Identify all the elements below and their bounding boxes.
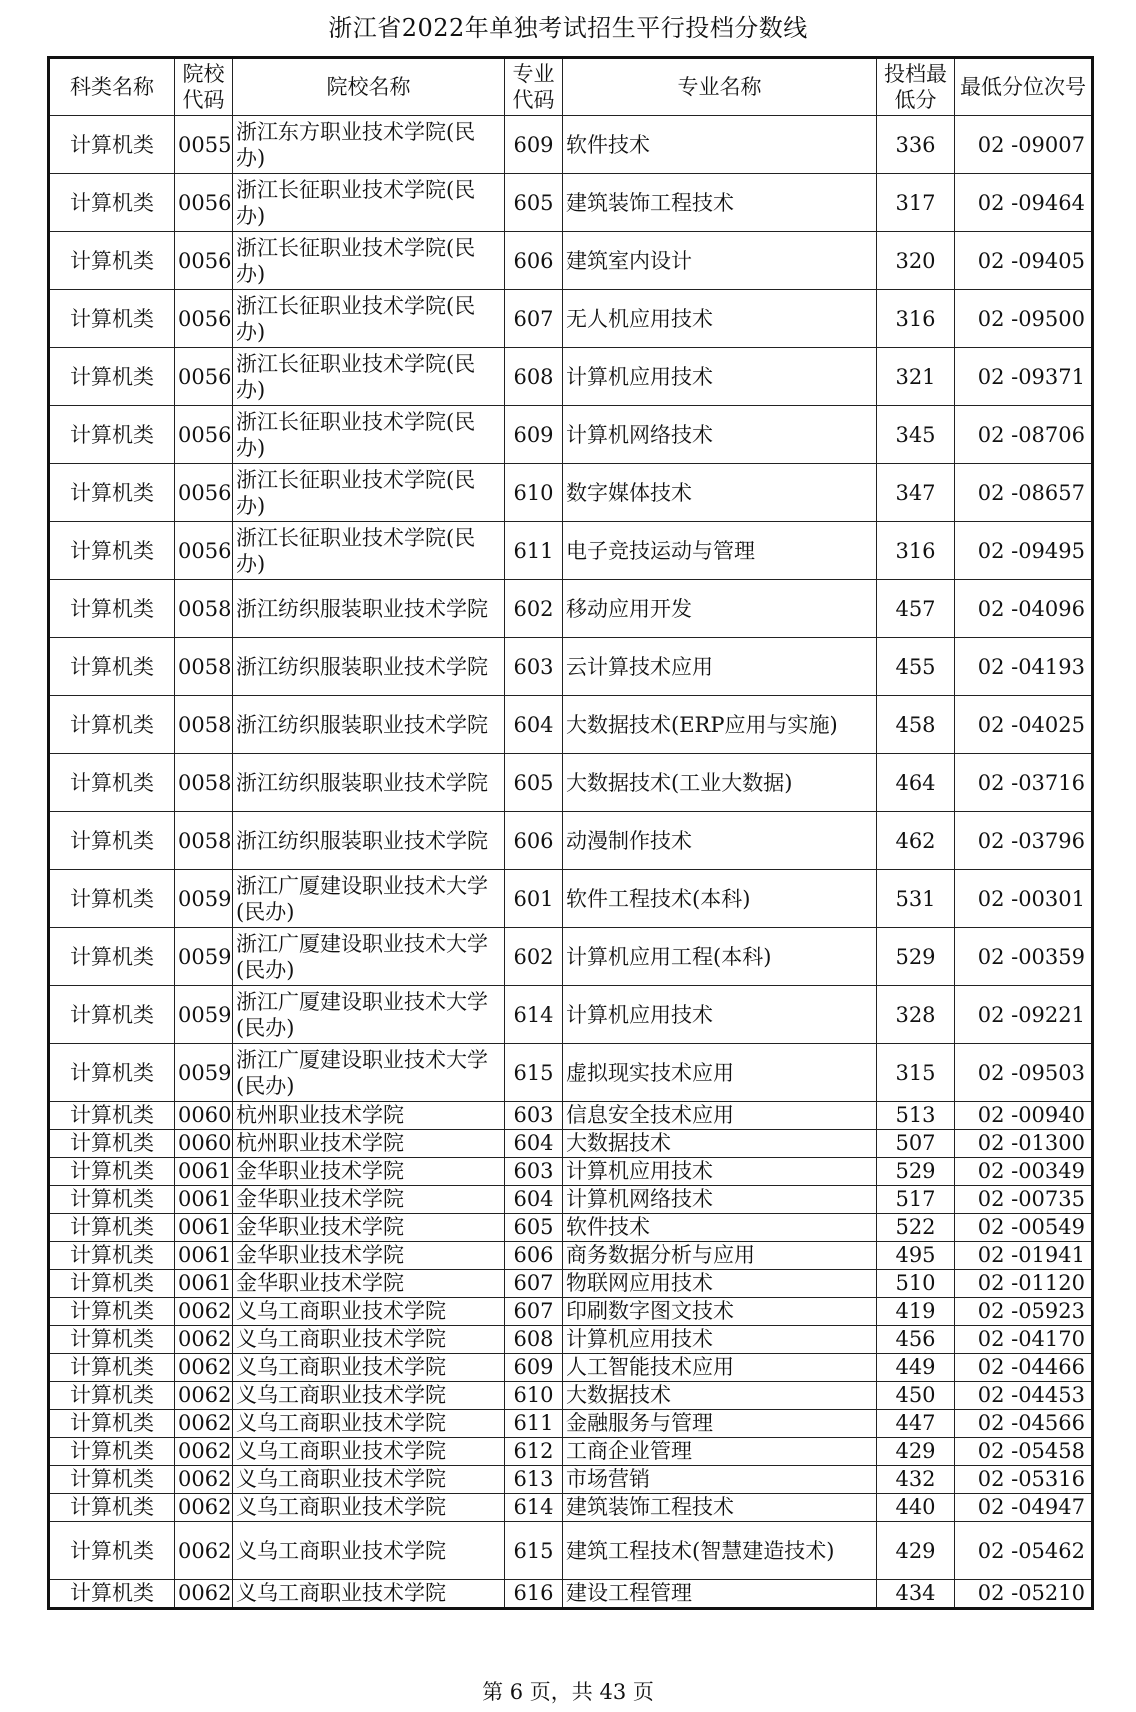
cell-min-score: 507 (877, 1130, 955, 1158)
cell-school-code: 0062 (175, 1354, 233, 1382)
cell-school-code: 0056 (175, 232, 233, 290)
cell-min-rank: 02 -05923 (955, 1298, 1093, 1326)
cell-major-code: 606 (505, 812, 563, 870)
table-row (49, 1410, 1093, 1438)
table-row (49, 174, 1093, 232)
cell-min-score: 529 (877, 928, 955, 986)
cell-min-score: 347 (877, 464, 955, 522)
cell-min-score: 517 (877, 1186, 955, 1214)
header-min-rank: 最低分位次号 (955, 58, 1093, 116)
cell-major-code: 607 (505, 1298, 563, 1326)
cell-min-rank: 02 -00349 (955, 1158, 1093, 1186)
cell-major-code: 605 (505, 1214, 563, 1242)
cell-min-rank: 02 -00735 (955, 1186, 1093, 1214)
cell-min-score: 320 (877, 232, 955, 290)
cell-category: 计算机类 (49, 464, 175, 522)
cell-min-score: 458 (877, 696, 955, 754)
cell-min-rank: 02 -00549 (955, 1214, 1093, 1242)
cell-category: 计算机类 (49, 1044, 175, 1102)
cell-min-score: 328 (877, 986, 955, 1044)
cell-school-code: 0056 (175, 464, 233, 522)
cell-major-code: 615 (505, 1044, 563, 1102)
cell-category: 计算机类 (49, 1494, 175, 1522)
cell-school-name: 浙江纺织服装职业技术学院 (233, 754, 505, 812)
cell-min-score: 449 (877, 1354, 955, 1382)
cell-school-code: 0059 (175, 986, 233, 1044)
cell-category: 计算机类 (49, 928, 175, 986)
cell-major-name: 建筑室内设计 (563, 232, 877, 290)
cell-major-code: 603 (505, 638, 563, 696)
page-footer: 第 6 页，共 43 页 (482, 1680, 654, 1704)
cell-school-code: 0062 (175, 1410, 233, 1438)
cell-category: 计算机类 (49, 1438, 175, 1466)
table-row (49, 1270, 1093, 1298)
cell-major-code: 607 (505, 290, 563, 348)
cell-major-name: 数字媒体技术 (563, 464, 877, 522)
cell-school-name: 义乌工商职业技术学院 (233, 1522, 505, 1580)
cell-school-code: 0058 (175, 754, 233, 812)
cell-school-code: 0061 (175, 1214, 233, 1242)
cell-major-name: 人工智能技术应用 (563, 1354, 877, 1382)
table-row (49, 696, 1093, 754)
cell-major-name: 工商企业管理 (563, 1438, 877, 1466)
cell-major-name: 计算机应用技术 (563, 986, 877, 1044)
cell-min-score: 456 (877, 1326, 955, 1354)
cell-min-rank: 02 -09500 (955, 290, 1093, 348)
table-row (49, 1494, 1093, 1522)
cell-school-name: 浙江广厦建设职业技术大学(民办) (233, 1044, 505, 1102)
cell-category: 计算机类 (49, 1410, 175, 1438)
cell-min-score: 316 (877, 522, 955, 580)
cell-major-code: 605 (505, 174, 563, 232)
cell-min-score: 447 (877, 1410, 955, 1438)
table-row (49, 1186, 1093, 1214)
cell-min-rank: 02 -09007 (955, 116, 1093, 174)
cell-min-score: 345 (877, 406, 955, 464)
cell-school-name: 杭州职业技术学院 (233, 1102, 505, 1130)
cell-major-name: 计算机应用工程(本科) (563, 928, 877, 986)
cell-min-score: 495 (877, 1242, 955, 1270)
table-row (49, 1354, 1093, 1382)
cell-school-code: 0056 (175, 406, 233, 464)
cell-school-name: 金华职业技术学院 (233, 1214, 505, 1242)
cell-min-rank: 02 -04193 (955, 638, 1093, 696)
cell-min-rank: 02 -01300 (955, 1130, 1093, 1158)
cell-school-name: 浙江广厦建设职业技术大学(民办) (233, 870, 505, 928)
cell-school-name: 金华职业技术学院 (233, 1186, 505, 1214)
table-row (49, 1382, 1093, 1410)
cell-min-rank: 02 -09405 (955, 232, 1093, 290)
cell-min-score: 429 (877, 1522, 955, 1580)
cell-category: 计算机类 (49, 522, 175, 580)
cell-category: 计算机类 (49, 1326, 175, 1354)
header-major-name: 专业名称 (563, 58, 877, 116)
cell-school-code: 0062 (175, 1522, 233, 1580)
cell-major-code: 606 (505, 1242, 563, 1270)
cell-school-code: 0058 (175, 580, 233, 638)
cell-category: 计算机类 (49, 1298, 175, 1326)
cell-school-code: 0062 (175, 1438, 233, 1466)
cell-school-code: 0056 (175, 174, 233, 232)
cell-major-name: 建筑装饰工程技术 (563, 1494, 877, 1522)
cell-school-name: 浙江广厦建设职业技术大学(民办) (233, 928, 505, 986)
cell-major-code: 608 (505, 348, 563, 406)
cell-school-name: 浙江长征职业技术学院(民办) (233, 348, 505, 406)
cell-major-name: 计算机应用技术 (563, 348, 877, 406)
cell-school-name: 义乌工商职业技术学院 (233, 1494, 505, 1522)
cell-min-score: 513 (877, 1102, 955, 1130)
cell-min-score: 321 (877, 348, 955, 406)
cell-school-code: 0062 (175, 1326, 233, 1354)
cell-min-rank: 02 -01941 (955, 1242, 1093, 1270)
cell-school-name: 义乌工商职业技术学院 (233, 1326, 505, 1354)
cell-category: 计算机类 (49, 1130, 175, 1158)
cell-school-code: 0059 (175, 870, 233, 928)
cell-major-code: 611 (505, 1410, 563, 1438)
cell-school-code: 0062 (175, 1298, 233, 1326)
table-row (49, 406, 1093, 464)
cell-major-name: 无人机应用技术 (563, 290, 877, 348)
table-row (49, 1214, 1093, 1242)
table-row (49, 580, 1093, 638)
header-school-name: 院校名称 (233, 58, 505, 116)
table-row (49, 870, 1093, 928)
table-body (49, 116, 1093, 1609)
cell-school-name: 浙江长征职业技术学院(民办) (233, 522, 505, 580)
cell-major-name: 大数据技术(工业大数据) (563, 754, 877, 812)
cell-major-name: 建筑工程技术(智慧建造技术) (563, 1522, 877, 1580)
cell-school-code: 0060 (175, 1102, 233, 1130)
cell-min-score: 464 (877, 754, 955, 812)
cell-min-score: 429 (877, 1438, 955, 1466)
cell-major-code: 611 (505, 522, 563, 580)
cell-category: 计算机类 (49, 406, 175, 464)
cell-min-rank: 02 -05462 (955, 1522, 1093, 1580)
cell-min-score: 510 (877, 1270, 955, 1298)
cell-category: 计算机类 (49, 1354, 175, 1382)
cell-category: 计算机类 (49, 1214, 175, 1242)
cell-min-rank: 02 -04947 (955, 1494, 1093, 1522)
table-row (49, 348, 1093, 406)
cell-min-rank: 02 -04566 (955, 1410, 1093, 1438)
cell-major-code: 614 (505, 1494, 563, 1522)
cell-major-code: 615 (505, 1522, 563, 1580)
cell-min-score: 531 (877, 870, 955, 928)
table-row (49, 1580, 1093, 1609)
cell-school-name: 浙江长征职业技术学院(民办) (233, 232, 505, 290)
table-row (49, 638, 1093, 696)
cell-school-name: 浙江长征职业技术学院(民办) (233, 174, 505, 232)
cell-category: 计算机类 (49, 1466, 175, 1494)
cell-school-name: 浙江长征职业技术学院(民办) (233, 464, 505, 522)
cell-major-code: 603 (505, 1158, 563, 1186)
page-title: 浙江省2022年单独考试招生平行投档分数线 (328, 14, 808, 42)
cell-min-score: 462 (877, 812, 955, 870)
cell-school-name: 义乌工商职业技术学院 (233, 1354, 505, 1382)
table-row (49, 754, 1093, 812)
cell-category: 计算机类 (49, 1580, 175, 1609)
table-row (49, 232, 1093, 290)
cell-school-name: 义乌工商职业技术学院 (233, 1382, 505, 1410)
header-min-score: 投档最低分 (877, 58, 955, 116)
cell-min-score: 434 (877, 1580, 955, 1609)
cell-school-code: 0062 (175, 1466, 233, 1494)
cell-school-code: 0061 (175, 1242, 233, 1270)
cell-min-score: 529 (877, 1158, 955, 1186)
cell-school-name: 浙江纺织服装职业技术学院 (233, 812, 505, 870)
table-row (49, 1130, 1093, 1158)
cell-school-name: 浙江广厦建设职业技术大学(民办) (233, 986, 505, 1044)
cell-major-name: 云计算技术应用 (563, 638, 877, 696)
cell-major-code: 603 (505, 1102, 563, 1130)
cell-school-code: 0059 (175, 928, 233, 986)
cell-category: 计算机类 (49, 986, 175, 1044)
cell-min-score: 457 (877, 580, 955, 638)
table-row (49, 522, 1093, 580)
cell-category: 计算机类 (49, 696, 175, 754)
cell-major-code: 610 (505, 1382, 563, 1410)
cell-min-rank: 02 -04170 (955, 1326, 1093, 1354)
cell-major-code: 609 (505, 116, 563, 174)
cell-min-score: 450 (877, 1382, 955, 1410)
cell-category: 计算机类 (49, 580, 175, 638)
cell-school-name: 义乌工商职业技术学院 (233, 1438, 505, 1466)
cell-category: 计算机类 (49, 290, 175, 348)
cell-major-code: 604 (505, 696, 563, 754)
cell-school-code: 0061 (175, 1158, 233, 1186)
cell-school-name: 金华职业技术学院 (233, 1270, 505, 1298)
cell-min-rank: 02 -00940 (955, 1102, 1093, 1130)
cell-major-name: 虚拟现实技术应用 (563, 1044, 877, 1102)
cell-category: 计算机类 (49, 1382, 175, 1410)
cell-min-score: 317 (877, 174, 955, 232)
score-table (47, 56, 1094, 1610)
table-row (49, 116, 1093, 174)
cell-major-code: 606 (505, 232, 563, 290)
cell-school-name: 杭州职业技术学院 (233, 1130, 505, 1158)
cell-school-name: 浙江东方职业技术学院(民办) (233, 116, 505, 174)
table-row (49, 1298, 1093, 1326)
header-row (49, 58, 1093, 116)
table-row (49, 1466, 1093, 1494)
cell-category: 计算机类 (49, 1242, 175, 1270)
table-row (49, 1102, 1093, 1130)
cell-major-code: 609 (505, 406, 563, 464)
cell-school-code: 0056 (175, 290, 233, 348)
cell-min-score: 419 (877, 1298, 955, 1326)
cell-min-rank: 02 -00359 (955, 928, 1093, 986)
cell-min-rank: 02 -05316 (955, 1466, 1093, 1494)
cell-major-name: 大数据技术 (563, 1130, 877, 1158)
cell-school-name: 浙江纺织服装职业技术学院 (233, 638, 505, 696)
cell-school-name: 义乌工商职业技术学院 (233, 1410, 505, 1438)
cell-major-code: 613 (505, 1466, 563, 1494)
cell-school-code: 0061 (175, 1270, 233, 1298)
cell-major-code: 604 (505, 1186, 563, 1214)
cell-major-name: 大数据技术(ERP应用与实施) (563, 696, 877, 754)
cell-school-name: 义乌工商职业技术学院 (233, 1298, 505, 1326)
cell-category: 计算机类 (49, 348, 175, 406)
cell-major-name: 移动应用开发 (563, 580, 877, 638)
cell-major-code: 602 (505, 580, 563, 638)
cell-min-rank: 02 -05458 (955, 1438, 1093, 1466)
cell-min-score: 455 (877, 638, 955, 696)
table-row (49, 1326, 1093, 1354)
cell-school-name: 金华职业技术学院 (233, 1158, 505, 1186)
cell-category: 计算机类 (49, 232, 175, 290)
cell-category: 计算机类 (49, 1102, 175, 1130)
cell-major-code: 602 (505, 928, 563, 986)
cell-major-name: 建设工程管理 (563, 1580, 877, 1609)
cell-major-code: 616 (505, 1580, 563, 1609)
cell-school-code: 0060 (175, 1130, 233, 1158)
cell-major-name: 金融服务与管理 (563, 1410, 877, 1438)
cell-min-score: 316 (877, 290, 955, 348)
table-row (49, 1044, 1093, 1102)
cell-major-name: 印刷数字图文技术 (563, 1298, 877, 1326)
cell-min-rank: 02 -09495 (955, 522, 1093, 580)
cell-category: 计算机类 (49, 870, 175, 928)
cell-major-code: 610 (505, 464, 563, 522)
table-row (49, 1438, 1093, 1466)
cell-min-score: 336 (877, 116, 955, 174)
cell-min-rank: 02 -09221 (955, 986, 1093, 1044)
cell-school-name: 浙江长征职业技术学院(民办) (233, 406, 505, 464)
cell-major-name: 计算机网络技术 (563, 1186, 877, 1214)
cell-major-name: 物联网应用技术 (563, 1270, 877, 1298)
cell-category: 计算机类 (49, 1186, 175, 1214)
cell-major-code: 601 (505, 870, 563, 928)
cell-school-code: 0062 (175, 1494, 233, 1522)
cell-major-name: 计算机应用技术 (563, 1326, 877, 1354)
cell-min-rank: 02 -00301 (955, 870, 1093, 928)
cell-category: 计算机类 (49, 754, 175, 812)
header-school-code: 院校代码 (175, 58, 233, 116)
cell-major-name: 市场营销 (563, 1466, 877, 1494)
table-row (49, 464, 1093, 522)
cell-school-name: 义乌工商职业技术学院 (233, 1466, 505, 1494)
cell-min-rank: 02 -04453 (955, 1382, 1093, 1410)
cell-school-code: 0058 (175, 812, 233, 870)
header-major-code: 专业代码 (505, 58, 563, 116)
cell-major-code: 612 (505, 1438, 563, 1466)
cell-major-code: 607 (505, 1270, 563, 1298)
cell-school-code: 0061 (175, 1186, 233, 1214)
table-row (49, 1522, 1093, 1580)
cell-major-name: 软件工程技术(本科) (563, 870, 877, 928)
table-row (49, 1242, 1093, 1270)
cell-category: 计算机类 (49, 1158, 175, 1186)
cell-major-name: 商务数据分析与应用 (563, 1242, 877, 1270)
cell-school-code: 0059 (175, 1044, 233, 1102)
cell-major-name: 计算机应用技术 (563, 1158, 877, 1186)
cell-major-name: 信息安全技术应用 (563, 1102, 877, 1130)
cell-category: 计算机类 (49, 116, 175, 174)
cell-major-name: 软件技术 (563, 116, 877, 174)
cell-school-code: 0058 (175, 638, 233, 696)
cell-major-name: 大数据技术 (563, 1382, 877, 1410)
cell-school-code: 0055 (175, 116, 233, 174)
cell-min-rank: 02 -03796 (955, 812, 1093, 870)
cell-school-code: 0056 (175, 522, 233, 580)
cell-category: 计算机类 (49, 1522, 175, 1580)
cell-min-score: 432 (877, 1466, 955, 1494)
cell-major-code: 605 (505, 754, 563, 812)
cell-school-name: 金华职业技术学院 (233, 1242, 505, 1270)
cell-category: 计算机类 (49, 1270, 175, 1298)
cell-min-score: 315 (877, 1044, 955, 1102)
cell-school-name: 浙江纺织服装职业技术学院 (233, 696, 505, 754)
table-row (49, 812, 1093, 870)
cell-major-name: 建筑装饰工程技术 (563, 174, 877, 232)
cell-min-rank: 02 -09503 (955, 1044, 1093, 1102)
cell-min-rank: 02 -09371 (955, 348, 1093, 406)
table-row (49, 1158, 1093, 1186)
cell-category: 计算机类 (49, 638, 175, 696)
cell-major-code: 608 (505, 1326, 563, 1354)
cell-min-rank: 02 -09464 (955, 174, 1093, 232)
cell-school-name: 义乌工商职业技术学院 (233, 1580, 505, 1609)
cell-school-code: 0058 (175, 696, 233, 754)
cell-major-name: 软件技术 (563, 1214, 877, 1242)
cell-major-name: 计算机网络技术 (563, 406, 877, 464)
cell-school-code: 0056 (175, 348, 233, 406)
cell-category: 计算机类 (49, 174, 175, 232)
cell-major-code: 604 (505, 1130, 563, 1158)
cell-school-code: 0062 (175, 1580, 233, 1609)
cell-category: 计算机类 (49, 812, 175, 870)
cell-min-rank: 02 -08706 (955, 406, 1093, 464)
table-row (49, 986, 1093, 1044)
cell-major-code: 614 (505, 986, 563, 1044)
cell-min-rank: 02 -04025 (955, 696, 1093, 754)
table-row (49, 290, 1093, 348)
cell-major-name: 动漫制作技术 (563, 812, 877, 870)
cell-min-rank: 02 -01120 (955, 1270, 1093, 1298)
header-category: 科类名称 (49, 58, 175, 116)
cell-min-rank: 02 -05210 (955, 1580, 1093, 1609)
cell-major-name: 电子竞技运动与管理 (563, 522, 877, 580)
cell-min-rank: 02 -04466 (955, 1354, 1093, 1382)
cell-min-score: 522 (877, 1214, 955, 1242)
table-row (49, 928, 1093, 986)
cell-school-code: 0062 (175, 1382, 233, 1410)
cell-min-rank: 02 -03716 (955, 754, 1093, 812)
cell-min-score: 440 (877, 1494, 955, 1522)
cell-major-code: 609 (505, 1354, 563, 1382)
cell-school-name: 浙江长征职业技术学院(民办) (233, 290, 505, 348)
cell-school-name: 浙江纺织服装职业技术学院 (233, 580, 505, 638)
cell-min-rank: 02 -08657 (955, 464, 1093, 522)
cell-min-rank: 02 -04096 (955, 580, 1093, 638)
